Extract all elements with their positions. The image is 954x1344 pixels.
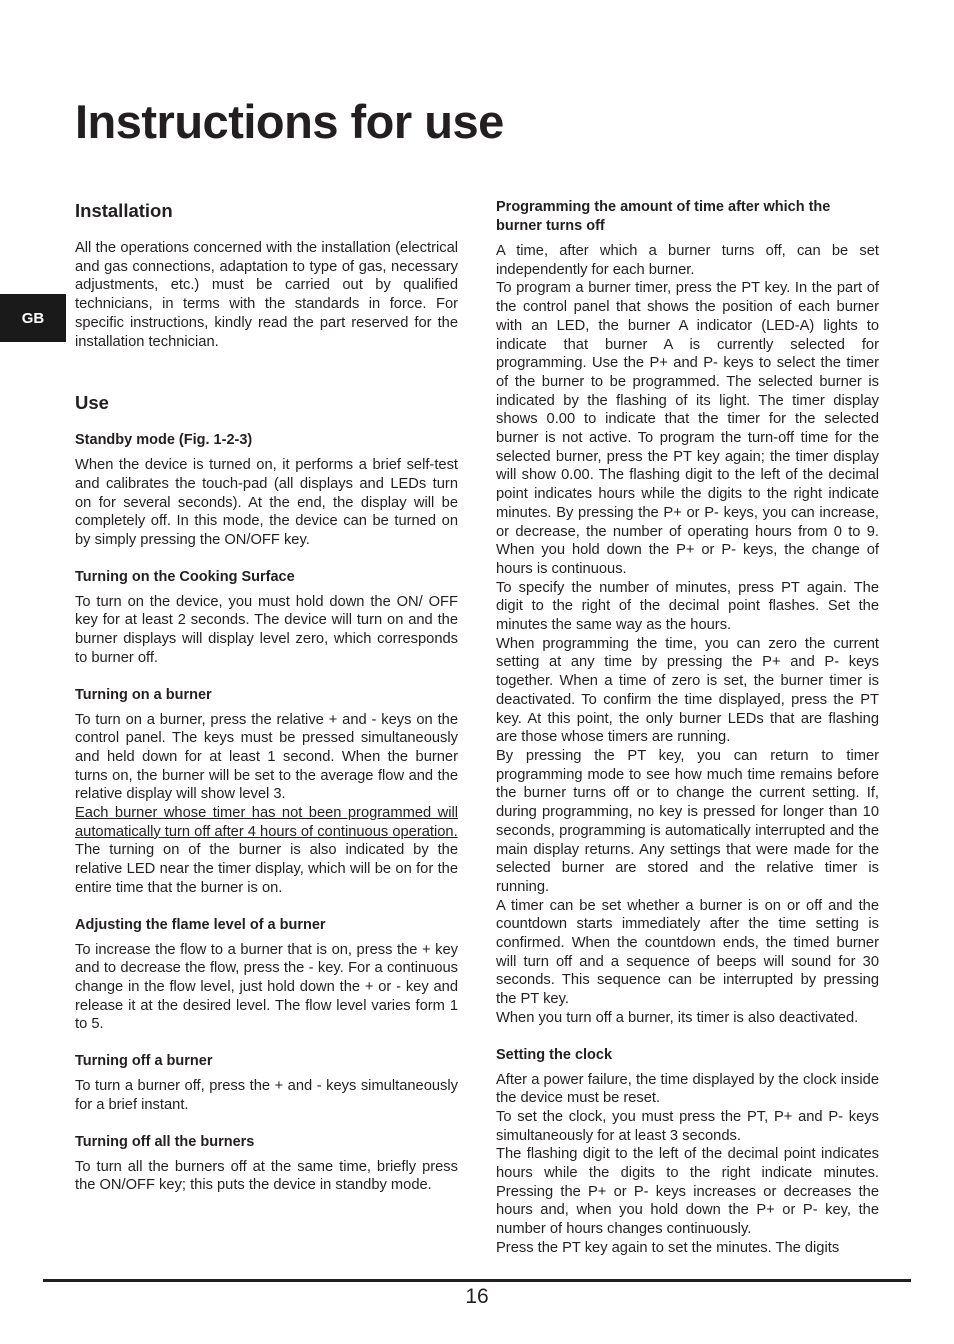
language-tab — [0, 294, 66, 342]
turning-off-burner-paragraph: To turn a burner off, press the + and - keys simultaneously for a brief instant. — [75, 1078, 458, 1113]
programming-paragraph-1: A time, after which a burner turns off, can be set independently for each burner. — [496, 243, 879, 278]
programming-paragraph-5: By pressing the PT key, you can return to timer programming mode to see how much time remains before the burner turns off or to change the current setting. If, during programming, no key is pressed for longer than 10 seconds, programming is automatically interrupted and the main display returns. Any settings that were made for the selected burner are stored and the relative timer is running. — [496, 747, 879, 895]
programming-paragraph-3: To specify the number of minutes, press PT again. The digit to the right of the decimal point flashes. Set the minutes the same way as the hours. — [496, 579, 879, 634]
clock-paragraph-3: The flashing digit to the left of the decimal point indicates hours while the digits to the right indicate minutes. Pressing the P+ or P- keys increases or decreases the hours and, when you hold down the P+ or P- key, the number of hours changes continuously. — [496, 1146, 879, 1238]
clock-paragraph-1: After a power failure, the time displayed by the clock inside the device must be reset. — [496, 1071, 879, 1107]
turning-on-surface-heading: Turning on the Cooking Surface — [75, 568, 295, 585]
clock-heading: Setting the clock — [496, 1046, 613, 1063]
programming-paragraph-2: To program a burner timer, press the PT key. In the part of the control panel that shows the position of each burner with an LED, the burner A indicator (LED-A) lights to indicate that burner A is currently selected for programming. Use the P+ and P- keys to select the timer of the burner to be programmed. The selected burner is indicated by the flashing of its light. The timer display shows 0.00 to indicate that the timer for the selected burner is not active. To program the turn-off time for the selected burner, press the PT key again; the timer display will show 0.00. The flashing digit to the left of the decimal point indicates hours while the digits to the right indicate minutes. By pressing the P+ or P- keys, you can increase, or decrease, the number of operating hours from 0 to 9. When you hold down the P+ or P- keys, the change of hours is continuous. — [496, 280, 879, 577]
turning-on-burner-heading: Turning on a burner — [75, 686, 212, 703]
left-column — [75, 198, 458, 1195]
page-number: 16 — [465, 1285, 489, 1308]
installation-paragraph: All the operations concerned with the installation (electrical and gas connections, adaptation to type of gas, necessary adjustments, etc.) must be carried out by qualified technicians, in terms with the standards in force. For specific instructions, kindly read the part reserved for the installation technician. — [75, 240, 458, 350]
burner-led-paragraph: The turning on of the burner is also indicated by the relative LED near the timer display, which will be on for the entire time that the burner is on. — [75, 842, 458, 896]
clock-paragraph-4: Press the PT key again to set the minutes. The digits — [496, 1239, 840, 1256]
language-tab-label: GB — [21, 309, 45, 327]
programming-paragraph-7: When you turn off a burner, its timer is also deactivated. — [496, 1009, 859, 1026]
programming-paragraph-4: When programming the time, you can zero the current setting at any time by pressing the P+ and P- keys together. When a time of zero is set, the burner timer is deactivated. To confirm the time displayed, press the PT key. At this point, the only burner LEDs that are flashing are those whose timers are running. — [496, 635, 879, 746]
auto-turn-off-note: Each burner whose timer has not been programmed will automatically turn off after 4 hours of continuous operation. — [75, 805, 458, 840]
standby-paragraph: When the device is turned on, it performs a brief self-test and calibrates the touch-pad (all displays and LEDs turn on for several seconds). At the end, the display will be completely off. In this mode, the device can be turned on by simply pressing the ON/OFF key. — [75, 457, 458, 549]
standby-heading: Standby mode (Fig. 1-2-3) — [75, 432, 253, 449]
programming-heading: Programming the amount of time after which the burner turns off — [496, 199, 831, 234]
programming-paragraph-6: A timer can be set whether a burner is on or off and the countdown starts immediately after the time setting is confirmed. When the countdown ends, the timed burner will turn off and a sequence of beeps will sound for 30 seconds. This sequence can be interrupted by pressing the PT key. — [496, 897, 879, 1008]
footer-rule — [43, 1279, 911, 1282]
turning-off-burner-heading: Turning off a burner — [75, 1053, 213, 1070]
flame-level-paragraph: To increase the flow to a burner that is on, press the + key and to decrease the flow, press the - key. For a continuous change in the flow level, just hold down the + or - key and release it at the desired level. The flow level varies form 1 to 5. — [75, 941, 458, 1033]
turning-on-burner-paragraph: To turn on a burner, press the relative + and - keys on the control panel. The keys must be pressed simultaneously and held down for at least 1 second. When the burner turns on, the burner will be set to the average flow and the relative display will show level 3. — [75, 711, 458, 803]
flame-level-heading: Adjusting the flame level of a burner — [75, 916, 326, 933]
turning-on-surface-paragraph: To turn on the device, you must hold down the ON/ OFF key for at least 2 seconds. The device will turn on and the burner displays will display level zero, which corresponds to burner off. — [75, 593, 458, 666]
use-heading: Use — [75, 392, 109, 414]
clock-paragraph-2: To set the clock, you must press the PT, P+ and P- keys simultaneously for at least 3 seconds. — [496, 1108, 879, 1144]
right-column — [496, 198, 879, 1258]
turning-off-all-paragraph: To turn all the burners off at the same time, briefly press the ON/OFF key; this puts the device in standby mode. — [75, 1158, 458, 1194]
installation-heading: Installation — [75, 200, 173, 221]
page-title: Instructions for use — [75, 95, 504, 148]
turning-off-all-heading: Turning off all the burners — [75, 1133, 255, 1150]
